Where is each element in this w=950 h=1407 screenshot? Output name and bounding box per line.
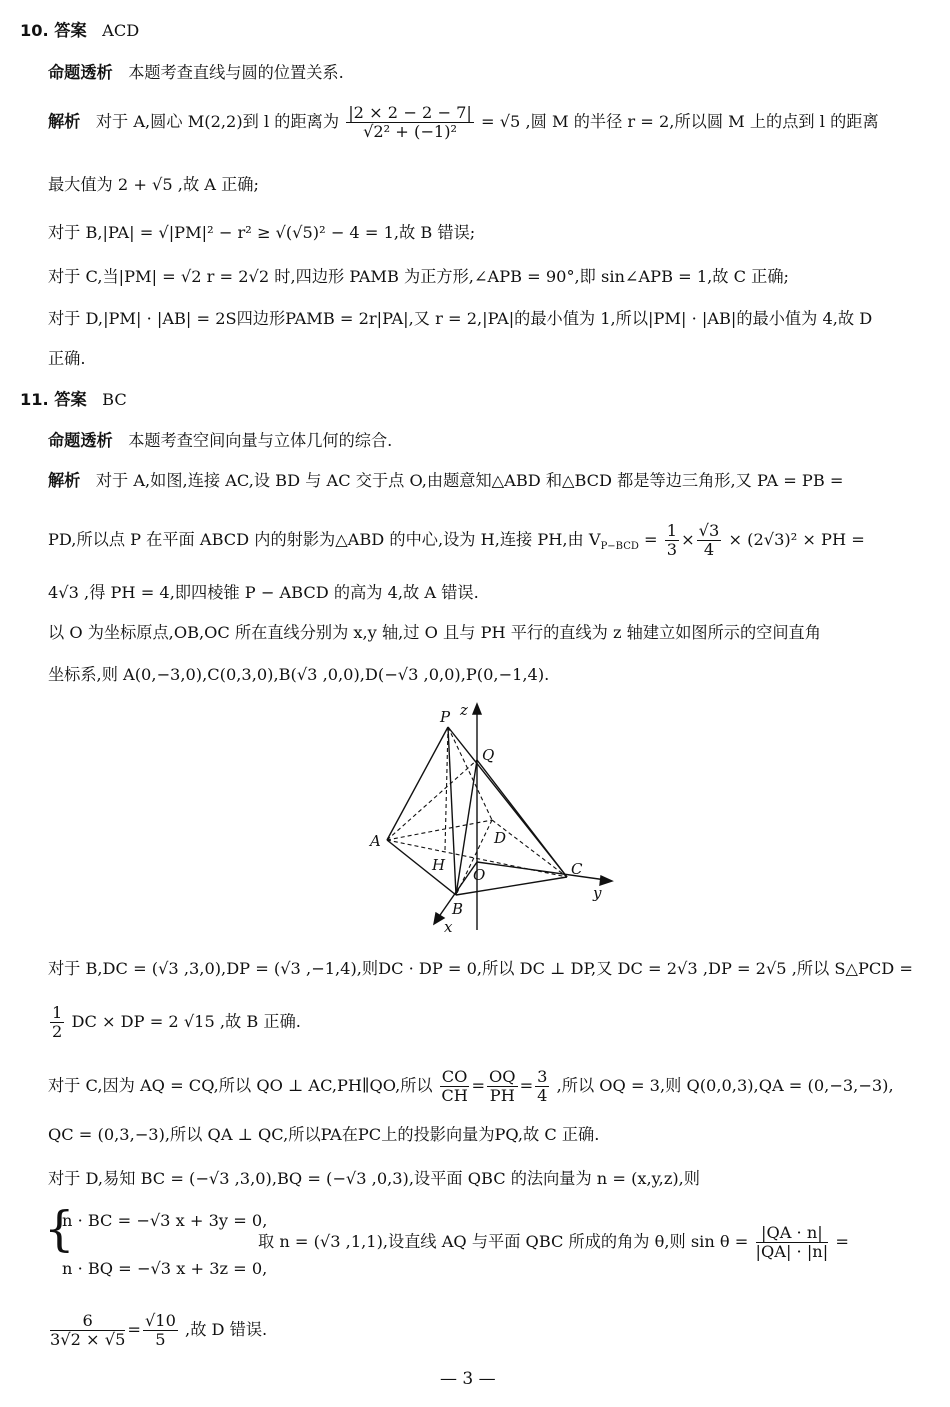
q11-l5: 坐标系,则 A(0,−3,0),C(0,3,0),B(√3 ,0,0),D(−√3 ,0,0),P(0,−1,4). bbox=[48, 665, 550, 684]
q10-l6: 正确. bbox=[48, 349, 86, 368]
label-A: A bbox=[370, 832, 381, 850]
q11-b2-num: 1 bbox=[52, 1003, 63, 1022]
q10-l1b: = √5 ,圆 M 的半径 r = 2,所以圆 M 上的点到 l 的距离 bbox=[481, 112, 879, 131]
q11-c2: QC = (0,3,−3),所以 QA ⊥ QC,所以PA在PC上的投影向量为PQ,故 C 正确. bbox=[48, 1125, 600, 1144]
q11-c-f2-den: PH bbox=[489, 1086, 515, 1105]
label-D: D bbox=[494, 829, 507, 847]
q11-d4-num: |QA · n| bbox=[756, 1224, 829, 1243]
q11-d5-text: ,故 D 错误. bbox=[185, 1320, 268, 1339]
edge-PA bbox=[387, 727, 448, 840]
q11-c1: 对于 C,因为 AQ = CQ,所以 QO ⊥ AC,PH∥QO,所以 $\frac{CO}{CH}$ = $\frac{OQ}{PH}$ = $\frac{3}{4}$ ,所以 OQ = 3,则 Q(0,0,3),QA = (0,−3,−3), bbox=[48, 1067, 894, 1105]
q10-l3: 对于 B,|PA| = √|PM|² − r² ≥ √(√5)² − 4 = 1,故 B 错误; bbox=[48, 223, 476, 242]
q11-d1: 对于 D,易知 BC = (−√3 ,3,0),BQ = (−√3 ,0,3),设平面 QBC 的法向量为 n = (x,y,z),则 bbox=[48, 1169, 700, 1188]
q11-sol-label: 解析 bbox=[48, 471, 81, 490]
q11-frac-oq-ph bbox=[487, 1068, 518, 1105]
q11-title: 11. 答案 bbox=[20, 390, 87, 409]
q11-c-f1-den: CH bbox=[441, 1086, 468, 1105]
q11-d4 bbox=[258, 1224, 849, 1261]
q11-d2: n · BC = −√3 x + 3y = 0, bbox=[62, 1211, 268, 1230]
label-x: x bbox=[444, 918, 453, 935]
q11-frac-1-3 bbox=[665, 522, 679, 559]
y-arrow bbox=[600, 876, 612, 885]
edge-PB bbox=[448, 727, 456, 895]
y-axis bbox=[477, 862, 606, 880]
q10-heading bbox=[20, 20, 139, 42]
q11-c-f3-den: 4 bbox=[537, 1086, 548, 1105]
q11-l1 bbox=[48, 470, 843, 492]
edge-AD bbox=[387, 820, 492, 840]
q11-b1: 对于 B,DC = (√3 ,3,0),DP = (√3 ,−1,4),则DC · DP = 0,所以 DC ⊥ DP,又 DC = 2√3 ,DP = 2√5 ,所以 S△PCD = bbox=[48, 959, 913, 978]
page-number: — 3 — bbox=[440, 1369, 496, 1389]
q11-frac1-num: 1 bbox=[666, 521, 678, 540]
q11-frac-sin bbox=[756, 1224, 829, 1261]
q11-frac-co-ch bbox=[440, 1068, 470, 1105]
label-O: O bbox=[473, 866, 486, 884]
q11-heading bbox=[20, 389, 127, 411]
q11-answer: BC bbox=[102, 390, 127, 409]
q10-answer: ACD bbox=[102, 21, 140, 40]
q11-d5-num: 6 bbox=[50, 1312, 125, 1331]
edge-QC bbox=[477, 760, 567, 877]
q11-l1-text: 对于 A,如图,连接 AC,设 BD 与 AC 交于点 O,由题意知△ABD 和△BCD 都是等边三角形,又 PA = PB = bbox=[95, 471, 844, 490]
q11-d4a: 取 n = (√3 ,1,1),设直线 AQ 与平面 QBC 所成的角为 θ,则 sin θ = bbox=[258, 1232, 749, 1251]
q11-frac-sqrt3-4 bbox=[697, 522, 722, 559]
q11-l2a: PD,所以点 P 在平面 ABCD 内的射影为△ABD 的中心,设为 H,连接 PH,由 V bbox=[48, 530, 601, 549]
q11-intro-label: 命题透析 bbox=[48, 431, 113, 450]
q11-d3: n · BQ = −√3 x + 3z = 0, bbox=[62, 1259, 268, 1278]
q11-frac2-den: 4 bbox=[703, 540, 715, 559]
system-brace: { bbox=[44, 1201, 75, 1257]
q11-c-f1-num: CO bbox=[441, 1067, 468, 1086]
label-B: B bbox=[452, 900, 464, 918]
q10-intro bbox=[48, 62, 344, 84]
x-arrow bbox=[434, 913, 444, 924]
q10-intro-label: 命题透析 bbox=[48, 63, 113, 82]
label-Q: Q bbox=[482, 746, 495, 764]
q11-l2c: × (2√3)² × PH = bbox=[728, 530, 865, 549]
q11-d4-den: |QA| · |n| bbox=[755, 1242, 829, 1261]
q11-frac-3-4 bbox=[535, 1068, 549, 1105]
q11-frac-6 bbox=[50, 1312, 125, 1349]
q11-d5-den: 3√2 × √5 bbox=[50, 1330, 126, 1349]
q11-l3: 4√3 ,得 PH = 4,即四棱锥 P − ABCD 的高为 4,故 A 错误. bbox=[48, 583, 479, 602]
q10-l4: 对于 C,当|PM| = √2 r = 2√2 时,四边形 PAMB 为正方形,∠APB = 90°,即 sin∠APB = 1,故 C 正确; bbox=[48, 267, 789, 286]
edge-AB bbox=[387, 840, 456, 895]
q11-c1a: 对于 C,因为 AQ = CQ,所以 QO ⊥ AC,PH∥QO,所以 bbox=[48, 1076, 433, 1095]
q10-frac-num: |2 × 2 − 2 − 7| bbox=[348, 103, 472, 122]
q11-frac-1-2 bbox=[50, 1004, 64, 1041]
z-arrow bbox=[473, 704, 481, 714]
q10-distance-fraction bbox=[346, 104, 474, 141]
q10-sol-line1 bbox=[48, 104, 879, 141]
q11-intro-text: 本题考查空间向量与立体几何的综合. bbox=[128, 431, 393, 450]
q11-l4: 以 O 为坐标原点,OB,OC 所在直线分别为 x,y 轴,过 O 且与 PH 平行的直线为 z 轴建立如图所示的空间直角 bbox=[48, 623, 821, 642]
q11-frac2-num: √3 bbox=[698, 521, 720, 540]
label-P: P bbox=[440, 708, 451, 726]
q10-title: 10. 答案 bbox=[20, 21, 87, 40]
q11-d5-f2-num: √10 bbox=[144, 1311, 176, 1330]
q11-d5: $\frac{6}{3√2 \times √5}$ = $\frac{√10}{5}$ ,故 D 错误. bbox=[50, 1311, 268, 1349]
label-H: H bbox=[432, 856, 446, 874]
edge-AQ bbox=[387, 760, 477, 840]
label-y: y bbox=[593, 884, 602, 902]
q10-l1a: 对于 A,圆心 M(2,2)到 l 的距离为 bbox=[95, 112, 340, 131]
q11-frac-sqrt10 bbox=[143, 1312, 178, 1349]
q10-intro-text: 本题考查直线与圆的位置关系. bbox=[128, 63, 344, 82]
q11-l2: PD,所以点 P 在平面 ABCD 内的射影为△ABD 的中心,设为 H,连接 PH,由 $V_{P-BCD}$ = $\frac{1}{3}$ × $\frac{√3}{4}$ × (2√3)² × PH = bbox=[48, 521, 865, 559]
q11-b2-text: DC × DP = 2 √15 ,故 B 正确. bbox=[71, 1012, 301, 1031]
q11-c-f3-num: 3 bbox=[537, 1067, 548, 1086]
q10-sol-label: 解析 bbox=[48, 112, 81, 131]
q11-b2-den: 2 bbox=[52, 1022, 63, 1041]
q11-d4b: = bbox=[835, 1232, 849, 1251]
q11-frac1-den: 3 bbox=[666, 540, 678, 559]
q10-l5: 对于 D,|PM| · |AB| = 2S四边形PAMB = 2r|PA|,又 r = 2,|PA|的最小值为 1,所以|PM| · |AB|的最小值为 4,故 D bbox=[48, 309, 873, 328]
label-C: C bbox=[571, 860, 583, 878]
q11-d5-f2-den: 5 bbox=[155, 1330, 166, 1349]
q11-b2 bbox=[48, 1004, 301, 1041]
label-z: z bbox=[460, 701, 468, 719]
q10-l2: 最大值为 2 + √5 ,故 A 正确; bbox=[48, 175, 259, 194]
q11-l2-sub: P−BCD bbox=[600, 541, 639, 553]
q10-frac-den: √2² + (−1)² bbox=[363, 122, 458, 141]
q11-intro bbox=[48, 430, 392, 452]
q11-c1b: ,所以 OQ = 3,则 Q(0,0,3),QA = (0,−3,−3), bbox=[556, 1076, 894, 1095]
q11-c-f2-num: OQ bbox=[489, 1067, 516, 1086]
q11-l2b: = bbox=[644, 530, 658, 549]
pyramid-figure bbox=[360, 700, 620, 935]
